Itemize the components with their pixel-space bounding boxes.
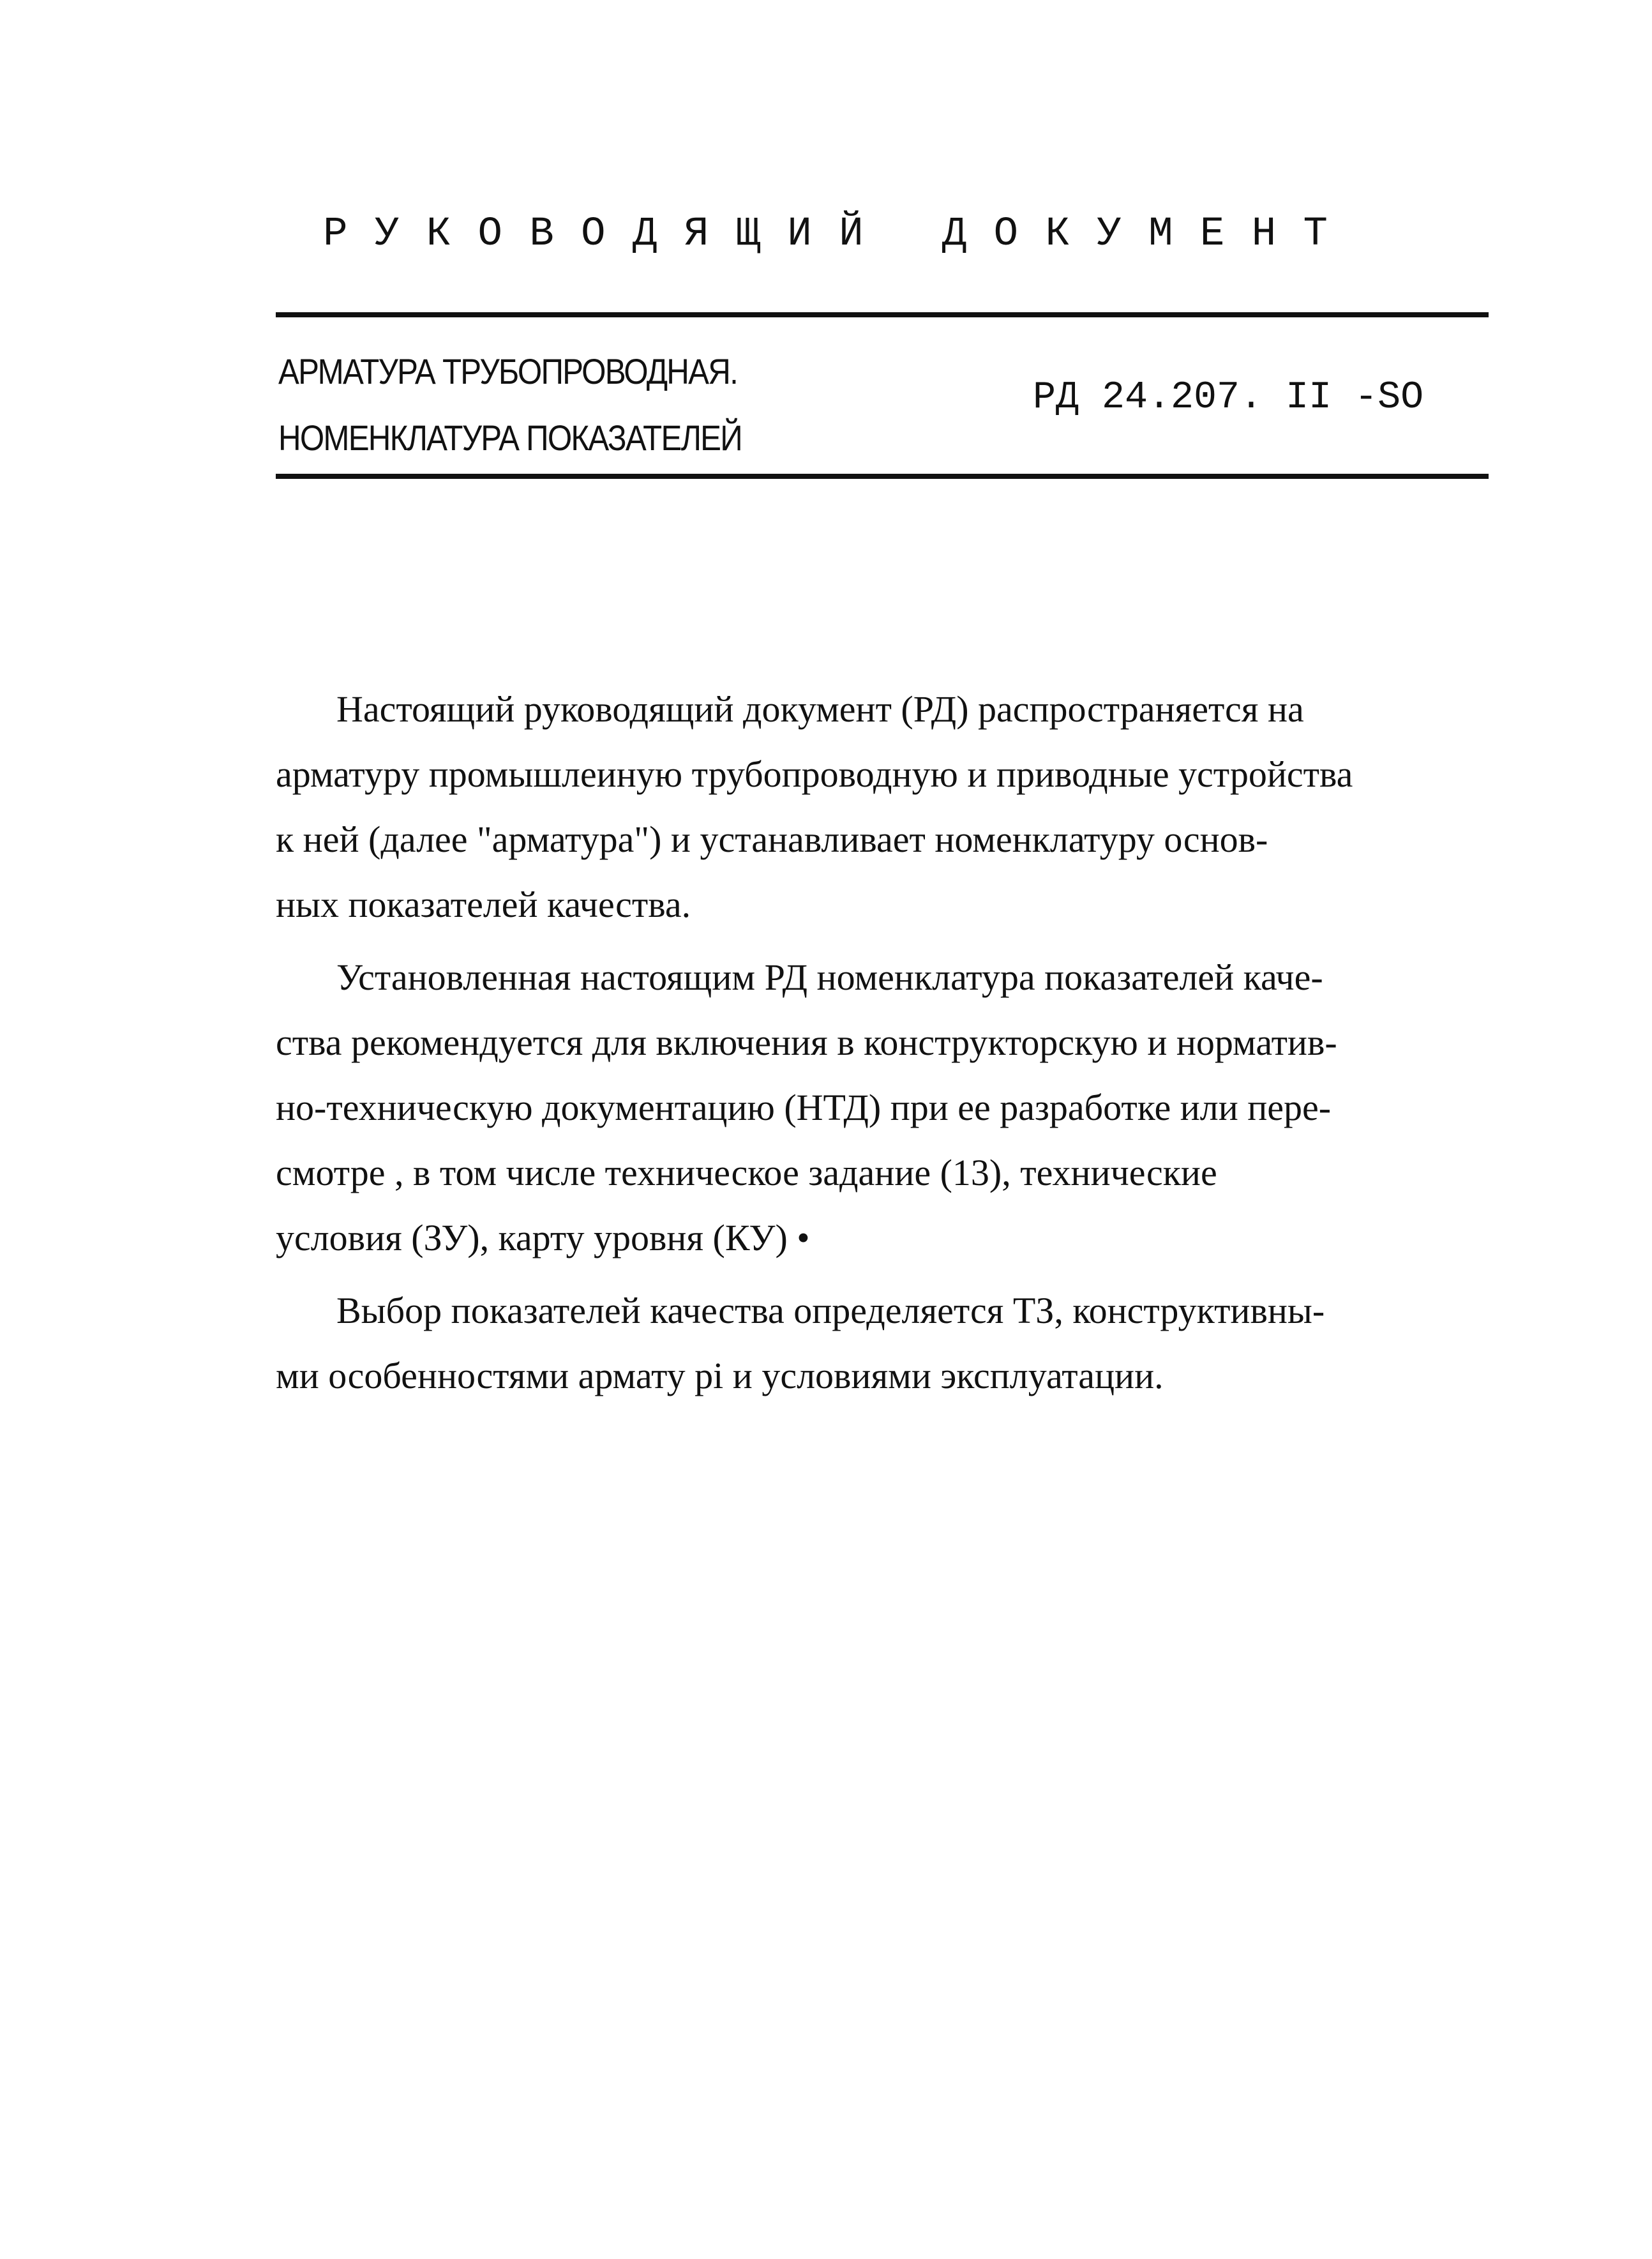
paragraph-line: Настоящий руководящий документ (РД) распространяется на xyxy=(336,688,1304,730)
paragraph-line: Установленная настоящим РД номенклатура показателей каче- xyxy=(336,956,1323,998)
paragraph-line: ства рекомендуется для включения в конструкторскую и норматив- xyxy=(276,1022,1337,1063)
title-block xyxy=(278,338,840,471)
title-line-1: АРМАТУРА ТРУБОПРОВОДНАЯ. xyxy=(278,351,738,391)
document-code: РД 24.207. II -SO xyxy=(1033,376,1424,419)
paragraph-line: но-техническую документацию (НТД) при ее разработке или пере- xyxy=(276,1087,1332,1128)
paragraph-line: смотре , в том числе техническое задание (13), технические xyxy=(276,1152,1217,1193)
title-line-2: НОМЕНКЛАТУРА ПОКАЗАТЕЛЕЙ xyxy=(278,418,742,458)
top-rule xyxy=(276,312,1489,317)
paragraph-3 xyxy=(276,1278,1476,1409)
paragraph-line: к ней (далее "арматура") и устанавливает номенклатуру основ- xyxy=(276,819,1268,860)
paragraph-line: условия (ЗУ), карту уровня (КУ) • xyxy=(276,1217,810,1258)
paragraph-line: ных показателей качества. xyxy=(276,884,691,925)
bottom-rule xyxy=(276,474,1489,479)
document-heading: Р У К О В О Д Я Щ И Й Д О К У М Е Н Т xyxy=(323,211,1329,257)
body-text xyxy=(276,677,1476,1409)
paragraph-line: Выбор показателей качества определяется ТЗ, конструктивны- xyxy=(336,1290,1325,1331)
paragraph-line: ми особенностями армату рі и условиями эксплуатации. xyxy=(276,1355,1164,1396)
paragraph-line: арматуру промышлеиную трубопроводную и приводные устройства xyxy=(276,753,1353,795)
paragraph-2 xyxy=(276,945,1476,1271)
paragraph-1 xyxy=(276,677,1476,937)
